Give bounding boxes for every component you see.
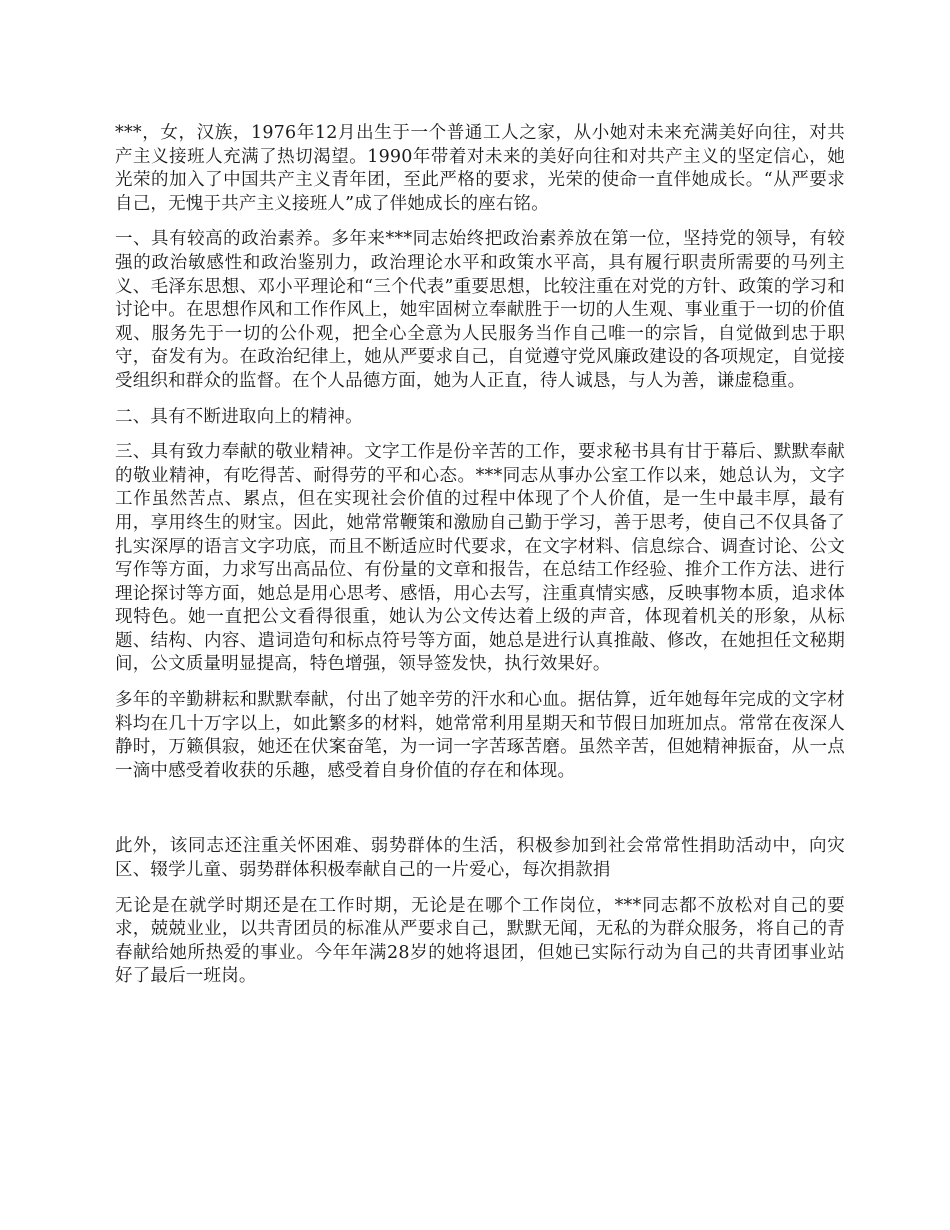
document-body: [115, 122, 845, 1001]
paragraph-dedication: 三、具有致力奉献的敬业精神。文字工作是份辛苦的工作，要求秘书具有甘于幕后、默默奉献的敬业精神，有吃得苦、耐得劳的平和心态。***同志从事办公室工作以来，她总认为，文字工作虽然苦点、累点，但在实现社会价值的过程中体现了个人价值，是一生中最丰厚，最有用，享用终生的财宝。因此，她常常鞭策和激励自己勤于学习，善于思考，使自己不仅具备了扎实深厚的语言文字功底，而且不断适应时代要求，在文字材料、信息综合、调查讨论、公文写作等方面，力求写出高品位、有份量的文章和报告，在总结工作经验、推介工作方法、进行理论探讨等方面，她总是用心思考、感悟，用心去写，注重真情实感，反映事物本质，追求体现特色。她一直把公文看得很重，她认为公文传达着上级的声音，体现着机关的形象，从标题、结构、内容、遣词造句和标点符号等方面，她总是进行认真推敲、修改，在她担任文秘期间，公文质量明显提高，特色增强，领导签发快，执行效果好。: [115, 442, 845, 675]
paragraph-conclusion: 无论是在就学时期还是在工作时期，无论是在哪个工作岗位，***同志都不放松对自己的要求，兢兢业业，以共青团员的标准从严要求自己，默默无闻，无私的为群众服务，将自己的青春献给她所热爱的事业。今年年满28岁的她将退团，但她已实际行动为自己的共青团事业站好了最后一班岗。: [115, 895, 845, 987]
paragraph-progress-spirit: 二、具有不断进取向上的精神。: [115, 406, 363, 427]
paragraph-hard-work: 多年的辛勤耕耘和默默奉献，付出了她辛劳的汗水和心血。据估算，近年她每年完成的文字材料均在几十万字以上，如此繁多的材料，她常常利用星期天和节假日加班加点。常常在夜深人静时，万籁俱寂，她还在伏案奋笔，为一词一字苦琢苦磨。虽然辛苦，但她精神振奋，从一点一滴中感受着收获的乐趣，感受着自身价值的存在和体现。: [115, 690, 845, 781]
paragraph-political-quality: 一、具有较高的政治素养。多年来***同志始终把政治素养放在第一位，坚持党的领导，有较强的政治敏感性和政治鉴别力，政治理论水平和政策水平高，具有履行职责所需要的马列主义、毛泽东思想、邓小平理论和“三个代表”重要思想，比较注重在对党的方针、政策的学习和讨论中。在思想作风和工作作风上，她牢固树立奉献胜于一切的人生观、事业重于一切的价值观、服务先于一切的公仆观，把全心全意为人民服务当作自己唯一的宗旨，自觉做到忠于职守，奋发有为。在政治纪律上，她从严要求自己，自觉遵守党风廉政建设的各项规定，自觉接受组织和群众的监督。在个人品德方面，她为人正直，待人诚恳，与人为善，谦虚稳重。: [115, 229, 845, 391]
paragraph-charity: 此外，该同志还注重关怀困难、弱势群体的生活，积极参加到社会常常性捐助活动中，向灾区、辍学儿童、弱势群体积极奉献自己的一片爱心，每次捐款捐: [115, 836, 845, 881]
paragraph-gap: [115, 795, 845, 835]
paragraph-intro: ***，女，汉族，1976年12月出生于一个普通工人之家，从小她对未来充满美好向往，对共产主义接班人充满了热切渴望。1990年带着对未来的美好向往和对共产主义的坚定信心，她光荣的加入了中国共产主义青年团，至此严格的要求，光荣的使命一直伴她成长。“从严要求自己，无愧于共产主义接班人”成了伴她成长的座右铭。: [115, 123, 845, 214]
